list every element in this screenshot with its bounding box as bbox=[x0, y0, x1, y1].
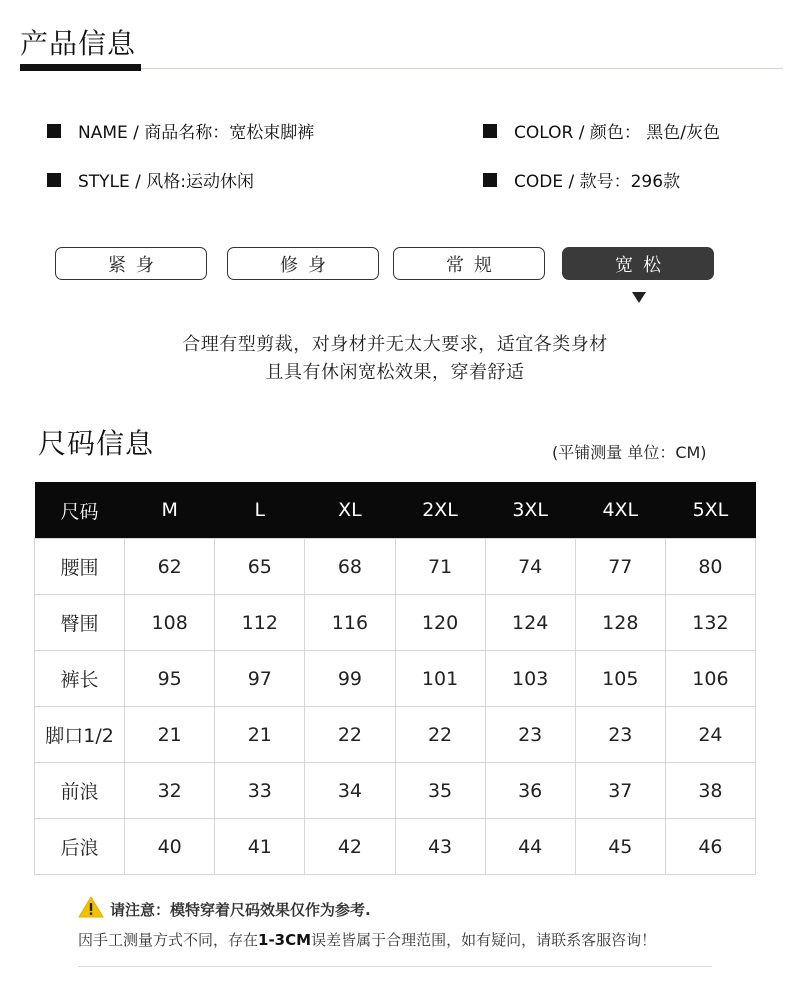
square-bullet-icon bbox=[483, 124, 497, 138]
table-cell: 46 bbox=[665, 819, 755, 875]
info-color-text: COLOR / 颜色： 黑色/灰色 bbox=[514, 123, 720, 143]
size-info-title: 尺码信息 bbox=[38, 427, 155, 460]
table-row-label: 脚口1/2 bbox=[35, 707, 125, 763]
table-cell: 21 bbox=[215, 707, 305, 763]
table-cell: 21 bbox=[125, 707, 215, 763]
table-header-cell: L bbox=[215, 482, 305, 539]
table-cell: 44 bbox=[485, 819, 575, 875]
fit-tab-regular: 常规 bbox=[393, 247, 545, 280]
table-row bbox=[35, 595, 756, 651]
table-cell: 132 bbox=[665, 595, 755, 651]
table-cell: 120 bbox=[395, 595, 485, 651]
table-header-cell: 5XL bbox=[665, 482, 755, 539]
fit-tab-tight: 紧身 bbox=[55, 247, 207, 280]
table-cell: 41 bbox=[215, 819, 305, 875]
table-cell: 42 bbox=[305, 819, 395, 875]
product-info-title: 产品信息 bbox=[20, 27, 137, 60]
square-bullet-icon bbox=[483, 173, 497, 187]
table-cell: 68 bbox=[305, 539, 395, 595]
table-cell: 40 bbox=[125, 819, 215, 875]
triangle-down-icon bbox=[632, 292, 646, 303]
table-cell: 74 bbox=[485, 539, 575, 595]
table-header-cell: 2XL bbox=[395, 482, 485, 539]
table-row bbox=[35, 539, 756, 595]
table-header-row bbox=[35, 482, 756, 539]
notice-divider bbox=[78, 966, 712, 967]
table-cell: 24 bbox=[665, 707, 755, 763]
notice-line2-after: 误差皆属于合理范围，如有疑问，请联系客服咨询！ bbox=[311, 931, 657, 949]
table-cell: 34 bbox=[305, 763, 395, 819]
info-style bbox=[47, 167, 254, 192]
table-header-cell: M bbox=[125, 482, 215, 539]
table-cell: 37 bbox=[575, 763, 665, 819]
table-cell: 108 bbox=[125, 595, 215, 651]
table-cell: 35 bbox=[395, 763, 485, 819]
measure-unit-note: (平铺测量 单位：CM) bbox=[552, 443, 707, 462]
table-row-label: 前浪 bbox=[35, 763, 125, 819]
table-row bbox=[35, 651, 756, 707]
section-divider bbox=[141, 68, 783, 69]
fit-tab-loose: 宽松 bbox=[562, 247, 714, 280]
title-underline bbox=[20, 64, 141, 71]
table-header-cell: XL bbox=[305, 482, 395, 539]
info-style-text: STYLE / 风格:运动休闲 bbox=[78, 172, 255, 192]
table-cell: 65 bbox=[215, 539, 305, 595]
info-name-text: NAME / 商品名称：宽松束脚裤 bbox=[78, 123, 315, 143]
notice-line2 bbox=[78, 929, 656, 950]
table-cell: 80 bbox=[665, 539, 755, 595]
table-cell: 106 bbox=[665, 651, 755, 707]
fit-description-line1: 合理有型剪裁，对身材并无太大要求，适宜各类身材 bbox=[182, 334, 608, 355]
table-cell: 23 bbox=[485, 707, 575, 763]
table-cell: 95 bbox=[125, 651, 215, 707]
table-cell: 103 bbox=[485, 651, 575, 707]
notice-line2-highlight: 1-3CM bbox=[258, 931, 312, 949]
table-row-label: 裤长 bbox=[35, 651, 125, 707]
info-code-text: CODE / 款号：296款 bbox=[514, 172, 681, 192]
fit-description-line2: 且具有休闲宽松效果，穿着舒适 bbox=[265, 362, 525, 383]
fit-tab-slim: 修身 bbox=[227, 247, 379, 280]
info-name bbox=[47, 118, 314, 143]
table-cell: 33 bbox=[215, 763, 305, 819]
table-cell: 101 bbox=[395, 651, 485, 707]
table-cell: 116 bbox=[305, 595, 395, 651]
table-cell: 71 bbox=[395, 539, 485, 595]
table-header-cell: 尺码 bbox=[35, 482, 125, 539]
size-table bbox=[34, 482, 756, 875]
table-cell: 22 bbox=[305, 707, 395, 763]
notice-line2-before: 因手工测量方式不同，存在 bbox=[78, 931, 259, 949]
info-color bbox=[483, 118, 720, 143]
table-cell: 23 bbox=[575, 707, 665, 763]
warning-icon bbox=[78, 896, 104, 918]
table-header-cell: 3XL bbox=[485, 482, 575, 539]
table-row-label: 臀围 bbox=[35, 595, 125, 651]
table-cell: 97 bbox=[215, 651, 305, 707]
info-code bbox=[483, 167, 680, 192]
table-header-cell: 4XL bbox=[575, 482, 665, 539]
table-body bbox=[35, 539, 756, 875]
table-cell: 99 bbox=[305, 651, 395, 707]
table-row bbox=[35, 819, 756, 875]
table-cell: 105 bbox=[575, 651, 665, 707]
table-cell: 124 bbox=[485, 595, 575, 651]
table-row-label: 腰围 bbox=[35, 539, 125, 595]
table-cell: 112 bbox=[215, 595, 305, 651]
table-cell: 43 bbox=[395, 819, 485, 875]
square-bullet-icon bbox=[47, 173, 61, 187]
notice-line1: 请注意：模特穿着尺码效果仅作为参考. bbox=[110, 901, 371, 919]
table-cell: 62 bbox=[125, 539, 215, 595]
table-cell: 38 bbox=[665, 763, 755, 819]
table-cell: 36 bbox=[485, 763, 575, 819]
table-cell: 32 bbox=[125, 763, 215, 819]
table-cell: 77 bbox=[575, 539, 665, 595]
table-cell: 45 bbox=[575, 819, 665, 875]
square-bullet-icon bbox=[47, 124, 61, 138]
table-row bbox=[35, 763, 756, 819]
table-row bbox=[35, 707, 756, 763]
table-cell: 22 bbox=[395, 707, 485, 763]
table-cell: 128 bbox=[575, 595, 665, 651]
table-row-label: 后浪 bbox=[35, 819, 125, 875]
